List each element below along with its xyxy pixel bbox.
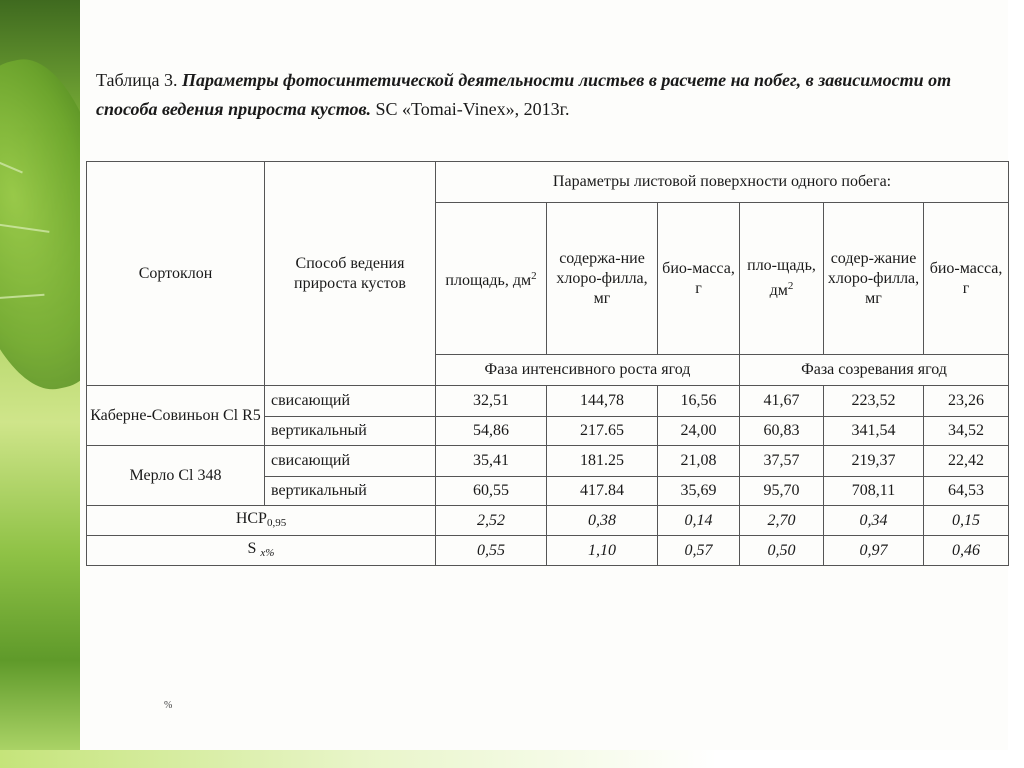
header-variety: Сортоклон <box>87 162 265 386</box>
bottom-decoration <box>0 750 1024 768</box>
stats-value-cell: 0,38 <box>547 506 658 536</box>
header-param-1: содержа-ние хлоро-филла, мг <box>547 203 658 355</box>
stats-value-cell: 0,14 <box>658 506 740 536</box>
value-cell: 60,55 <box>436 477 547 506</box>
leaf-decoration <box>0 0 80 768</box>
caption-prefix: Таблица 3. <box>96 70 178 90</box>
variety-name: Каберне-Совиньон Cl R5 <box>87 386 265 446</box>
value-cell: 341,54 <box>824 417 924 446</box>
table-row <box>87 446 1009 477</box>
stats-value-cell: 0,55 <box>436 536 547 566</box>
value-cell: 37,57 <box>740 446 824 477</box>
header-leaf-params: Параметры листовой поверхности одного побега: <box>436 162 1009 203</box>
method-cell: свисающий <box>265 446 436 477</box>
value-cell: 41,67 <box>740 386 824 417</box>
stats-row <box>87 536 1009 566</box>
stats-value-cell: 2,52 <box>436 506 547 536</box>
value-cell: 16,56 <box>658 386 740 417</box>
header-phase-growth: Фаза интенсивного роста ягод <box>436 355 740 386</box>
stats-value-cell: 0,97 <box>824 536 924 566</box>
value-cell: 223,52 <box>824 386 924 417</box>
stats-value-cell: 0,46 <box>924 536 1009 566</box>
value-cell: 35,41 <box>436 446 547 477</box>
stats-value-cell: 0,34 <box>824 506 924 536</box>
header-param-3: пло-щадь, $дм^2$ <box>740 203 824 355</box>
value-cell: 23,26 <box>924 386 1009 417</box>
value-cell: 35,69 <box>658 477 740 506</box>
value-cell: 708,11 <box>824 477 924 506</box>
header-param-0: площадь, $дм^2$ <box>436 203 547 355</box>
table-row <box>87 386 1009 417</box>
caption-suffix: SC «Tomai-Vinex», 2013г. <box>375 99 570 119</box>
header-param-5: био-масса, г <box>924 203 1009 355</box>
method-cell: вертикальный <box>265 417 436 446</box>
stats-value-cell: 1,10 <box>547 536 658 566</box>
value-cell: 24,00 <box>658 417 740 446</box>
stats-value-cell: 0,57 <box>658 536 740 566</box>
value-cell: 22,42 <box>924 446 1009 477</box>
stats-row <box>87 506 1009 536</box>
value-cell: 32,51 <box>436 386 547 417</box>
value-cell: 60,83 <box>740 417 824 446</box>
variety-name: Мерло Cl 348 <box>87 446 265 506</box>
grape-leaf-icon <box>0 48 80 402</box>
header-param-2: био-масса, г <box>658 203 740 355</box>
table-caption <box>96 66 1016 124</box>
value-cell: 34,52 <box>924 417 1009 446</box>
value-cell: 64,53 <box>924 477 1009 506</box>
stats-label: S $_{x\%}$ <box>87 536 436 566</box>
value-cell: 21,08 <box>658 446 740 477</box>
header-method: Способ ведения прироста кустов <box>265 162 436 386</box>
value-cell: 219,37 <box>824 446 924 477</box>
header-param-4: содер-жание хлоро-филла, мг <box>824 203 924 355</box>
data-table <box>86 161 1009 566</box>
value-cell: 417.84 <box>547 477 658 506</box>
header-phase-ripening: Фаза созревания ягод <box>740 355 1009 386</box>
method-cell: вертикальный <box>265 477 436 506</box>
value-cell: 54,86 <box>436 417 547 446</box>
value-cell: 181.25 <box>547 446 658 477</box>
value-cell: 95,70 <box>740 477 824 506</box>
stats-label: $НСР_{0,95}$ <box>87 506 436 536</box>
stats-value-cell: 0,15 <box>924 506 1009 536</box>
value-cell: 144,78 <box>547 386 658 417</box>
footnote: % <box>164 700 173 711</box>
value-cell: 217.65 <box>547 417 658 446</box>
caption-title: Параметры фотосинтетической деятельности листьев в расчете на побег, в зависимости от способа ведения прироста кустов. <box>96 70 952 119</box>
stats-value-cell: 2,70 <box>740 506 824 536</box>
method-cell: свисающий <box>265 386 436 417</box>
stats-value-cell: 0,50 <box>740 536 824 566</box>
